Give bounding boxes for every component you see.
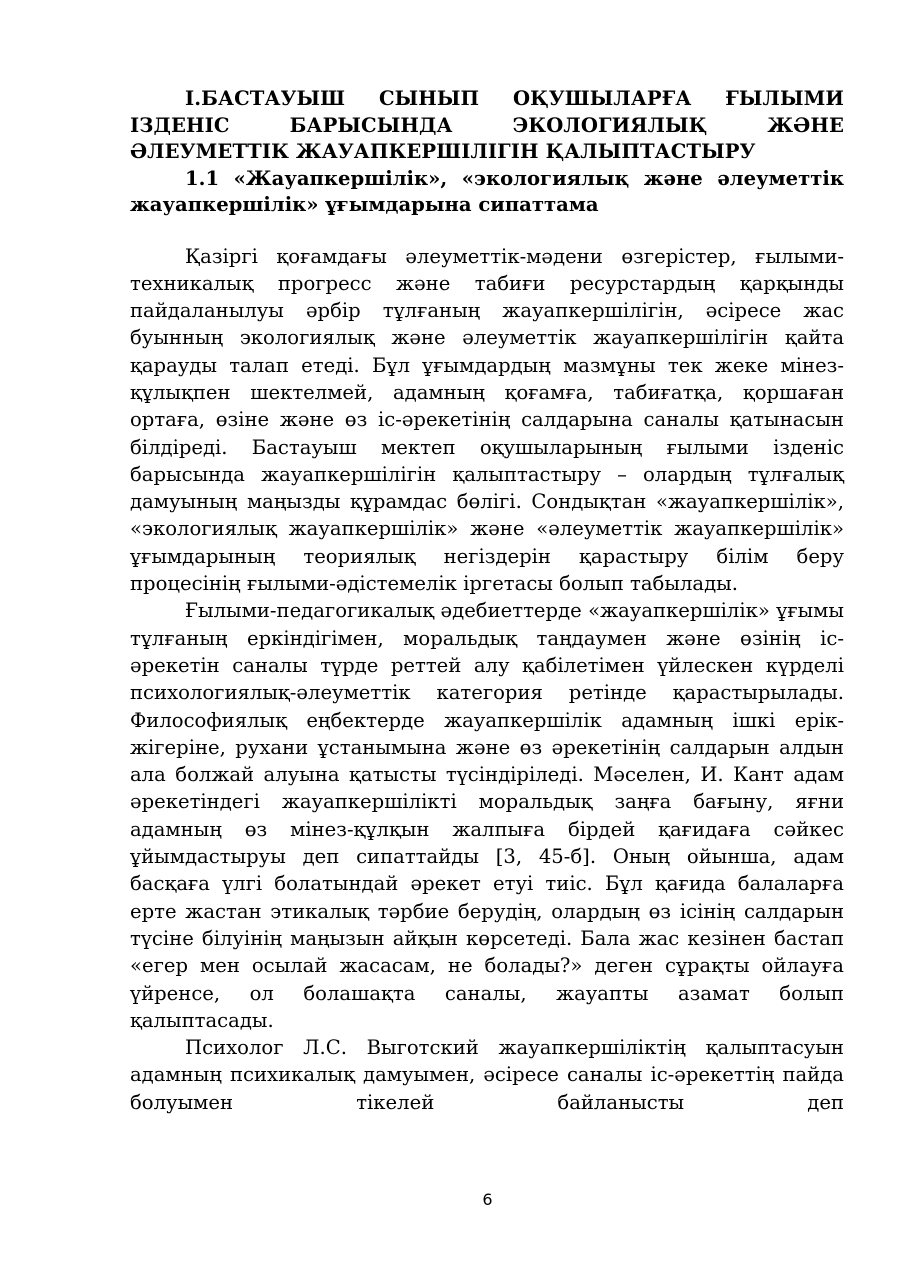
section-heading: 1.1 «Жауапкершілік», «экологиялық және әлеуметтік жауапкершілік» ұғымдарына сипаттама <box>130 166 844 216</box>
page-number: 6 <box>482 1190 493 1209</box>
body-paragraph-2: Ғылыми-педагогикалық әдебиеттерде «жауапкершілік» ұғымы тұлғаның еркіндігімен, моральдық таңдаумен және өзінің іс-әрекетін саналы түрде реттей алу қабілетімен үйлескен күрделі психологиялық-әлеуметтік категория ретінде қарастырылады. Философиялық еңбектерде жауапкершілік адамның ішкі ерік-жігеріне, рухани ұстанымына және өз әрекетінің салдарын алдын ала болжай алуына қатысты түсіндіріледі. Мәселен, И. Кант адам әрекетіндегі жауапкершілікті моральдық заңға бағыну, яғни адамның өз мінез-құлқын жалпыға бірдей қағидаға сәйкес ұйымдастыруы деп сипаттайды [3, 45-б]. Оның ойынша, адам басқаға үлгі болатындай әрекет етуі тиіс. Бұл қағида балаларға ерте жастан этикалық тәрбие берудің, олардың өз ісінің салдарын түсіне білуінің маңызын айқын көрсетеді. Бала жас кезінен бастап «егер мен осылай жасасам, не болады?» деген сұрақты ойлауға үйренсе, ол болашақта саналы, жауапты азамат болып қалыптасады. <box>130 599 844 1032</box>
page-content <box>130 86 844 1116</box>
heading-spacer <box>130 219 844 243</box>
body-paragraph-3: Психолог Л.С. Выготский жауапкершіліктің қалыптасуын адамның психикалық дамуымен, әсіресе саналы іс-әрекеттің пайда болуымен тікелей байланысты деп <box>130 1036 844 1114</box>
body-paragraph-1: Қазіргі қоғамдағы әлеуметтік-мәдени өзгерістер, ғылыми-техникалық прогресс және табиғи ресурстардың қарқынды пайдаланылуы әрбір тұлғаның жауапкершілігін, әсіресе жас буынның экологиялық және әлеуметтік жауапкершілігін қайта қарауды талап етеді. Бұл ұғымдардың мазмұны тек жеке мінез-құлықпен шектелмей, адамның қоғамға, табиғатқа, қоршаған ортаға, өзіне және өз іс-әрекетінің салдарына саналы қатынасын білдіреді. Бастауыш мектеп оқушыларының ғылыми ізденіс барысында жауапкершілігін қалыптастыру – олардың тұлғалық дамуының маңызды құрамдас бөлігі. Сондықтан «жауапкершілік», «экологиялық жауапкершілік» және «әлеуметтік жауапкершілік» ұғымдарының теориялық негіздерін қарастыру білім беру процесінің ғылыми-әдістемелік іргетасы болып табылады. <box>130 244 844 596</box>
chapter-heading: І.БАСТАУЫШ СЫНЫП ОҚУШЫЛАРҒА ҒЫЛЫМИ ІЗДЕНІС БАРЫСЫНДА ЭКОЛОГИЯЛЫҚ ЖӘНЕ ӘЛЕУМЕТТІК ЖАУАПКЕРШІЛІГІН ҚАЛЫПТАСТЫРУ <box>130 87 844 163</box>
